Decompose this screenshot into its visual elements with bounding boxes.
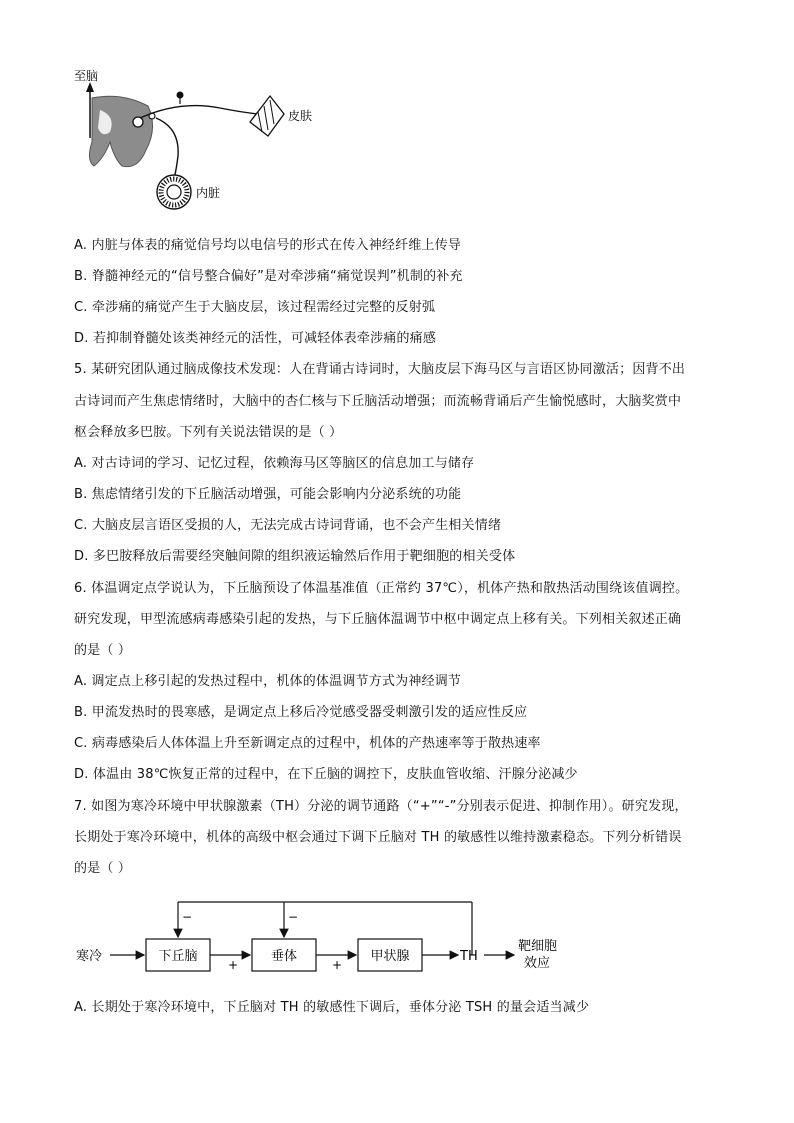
referred-pain-diagram bbox=[70, 66, 320, 216]
q7-option-a: A. 长期处于寒冷环境中，下丘脑对 TH 的敏感性下调后，垂体分泌 TSH 的量会适当减少 bbox=[74, 1000, 590, 1015]
spinal-neuron bbox=[133, 117, 143, 127]
ganglion-cell-body bbox=[177, 92, 184, 99]
q7-stem-line-2: 长期处于寒冷环境中，机体的高级中枢会通过下调下丘脑对 TH 的敏感性以维持激素稳态。下列分析错误 bbox=[74, 830, 682, 845]
q5-option-c: C. 大脑皮层言语区受损的人，无法完成古诗词背诵，也不会产生相关情绪 bbox=[74, 518, 502, 533]
to-brain-arrowhead bbox=[86, 82, 94, 92]
q6-stem-line-1: 6. 体温调定点学说认为，下丘脑预设了体温基准值（正常约 37℃），机体产热和散热活动围绕该值调控。 bbox=[74, 581, 689, 596]
visceral-afferent-fiber bbox=[156, 118, 178, 178]
q4-option-d: D. 若抑制脊髓处该类神经元的活性，可减轻体表牵涉痛的痛感 bbox=[74, 331, 437, 346]
label-to-brain: 至脑 bbox=[74, 69, 99, 83]
q6-option-a: A. 调定点上移引起的发热过程中，机体的体温调节方式为神经调节 bbox=[74, 674, 462, 689]
hypothalamus-label: 下丘脑 bbox=[158, 949, 198, 964]
q5-option-a: A. 对古诗词的学习、记忆过程，依赖海马区等脑区的信息加工与储存 bbox=[74, 456, 475, 471]
label-skin: 皮肤 bbox=[288, 109, 313, 123]
th-regulation-diagram bbox=[74, 895, 594, 985]
skin-afferent-fiber bbox=[140, 106, 258, 118]
thyroid-label: 甲状腺 bbox=[370, 949, 410, 964]
q4-option-c: C. 牵涉痛的痛觉产生于大脑皮层，该过程需经过完整的反射弧 bbox=[74, 300, 436, 315]
q7-stem-line-1: 7. 如图为寒冷环境中甲状腺激素（TH）分泌的调节通路（“+”“-”分别表示促进、抑制作用）。研究发现， bbox=[74, 799, 688, 814]
cold-label: 寒冷 bbox=[76, 949, 103, 964]
q6-option-d: D. 体温由 38℃恢复正常的过程中，在下丘脑的调控下，皮肤血管收缩、汗腺分泌减少 bbox=[74, 767, 578, 782]
plus-sign-2: + bbox=[332, 958, 343, 972]
skin-receptor bbox=[250, 96, 284, 136]
spinal-cord bbox=[89, 96, 152, 166]
q6-stem-line-2: 研究发现，甲型流感病毒感染引起的发热，与下丘脑体温调节中枢中调定点上移有关。下列相关叙述正确 bbox=[74, 612, 682, 627]
q5-option-b: B. 焦虑情绪引发的下丘脑活动增强，可能会影响内分泌系统的功能 bbox=[74, 487, 462, 502]
minus-sign-hypothalamus: − bbox=[182, 910, 193, 924]
q5-option-d: D. 多巴胺释放后需要经突触间隙的组织液运输然后作用于靶细胞的相关受体 bbox=[74, 549, 516, 564]
target-effect-line-2: 效应 bbox=[524, 956, 551, 971]
plus-sign-1: + bbox=[228, 958, 239, 972]
minus-sign-pituitary: − bbox=[288, 910, 299, 924]
q6-option-c: C. 病毒感染后人体体温上升至新调定点的过程中，机体的产热速率等于散热速率 bbox=[74, 736, 541, 751]
q5-stem-line-3: 枢会释放多巴胺。下列有关说法错误的是（ ） bbox=[74, 425, 343, 440]
q6-option-b: B. 甲流发热时的畏寒感，是调定点上移后冷觉感受器受刺激引发的适应性反应 bbox=[74, 705, 528, 720]
q5-stem-line-1: 5. 某研究团队通过脑成像技术发现：人在背诵古诗词时，大脑皮层下海马区与言语区协同激活；因背不出 bbox=[74, 362, 686, 377]
q4-option-a: A. 内脏与体表的痛觉信号均以电信号的形式在传入神经纤维上传导 bbox=[74, 238, 462, 253]
q6-stem-line-3: 的是（ ） bbox=[74, 643, 132, 658]
pituitary-label: 垂体 bbox=[270, 949, 298, 964]
q4-option-b: B. 脊髓神经元的“信号整合偏好”是对牵涉痛“痛觉误判”机制的补充 bbox=[74, 269, 463, 284]
th-label: TH bbox=[460, 949, 478, 964]
target-effect-line-1: 靶细胞 bbox=[518, 939, 558, 954]
label-viscera: 内脏 bbox=[196, 186, 221, 200]
q5-stem-line-2: 古诗词而产生焦虑情绪时，大脑中的杏仁核与下丘脑活动增强；而流畅背诵后产生愉悦感时，大脑奖赏中 bbox=[74, 394, 682, 409]
q7-stem-line-3: 的是（ ） bbox=[74, 861, 132, 876]
